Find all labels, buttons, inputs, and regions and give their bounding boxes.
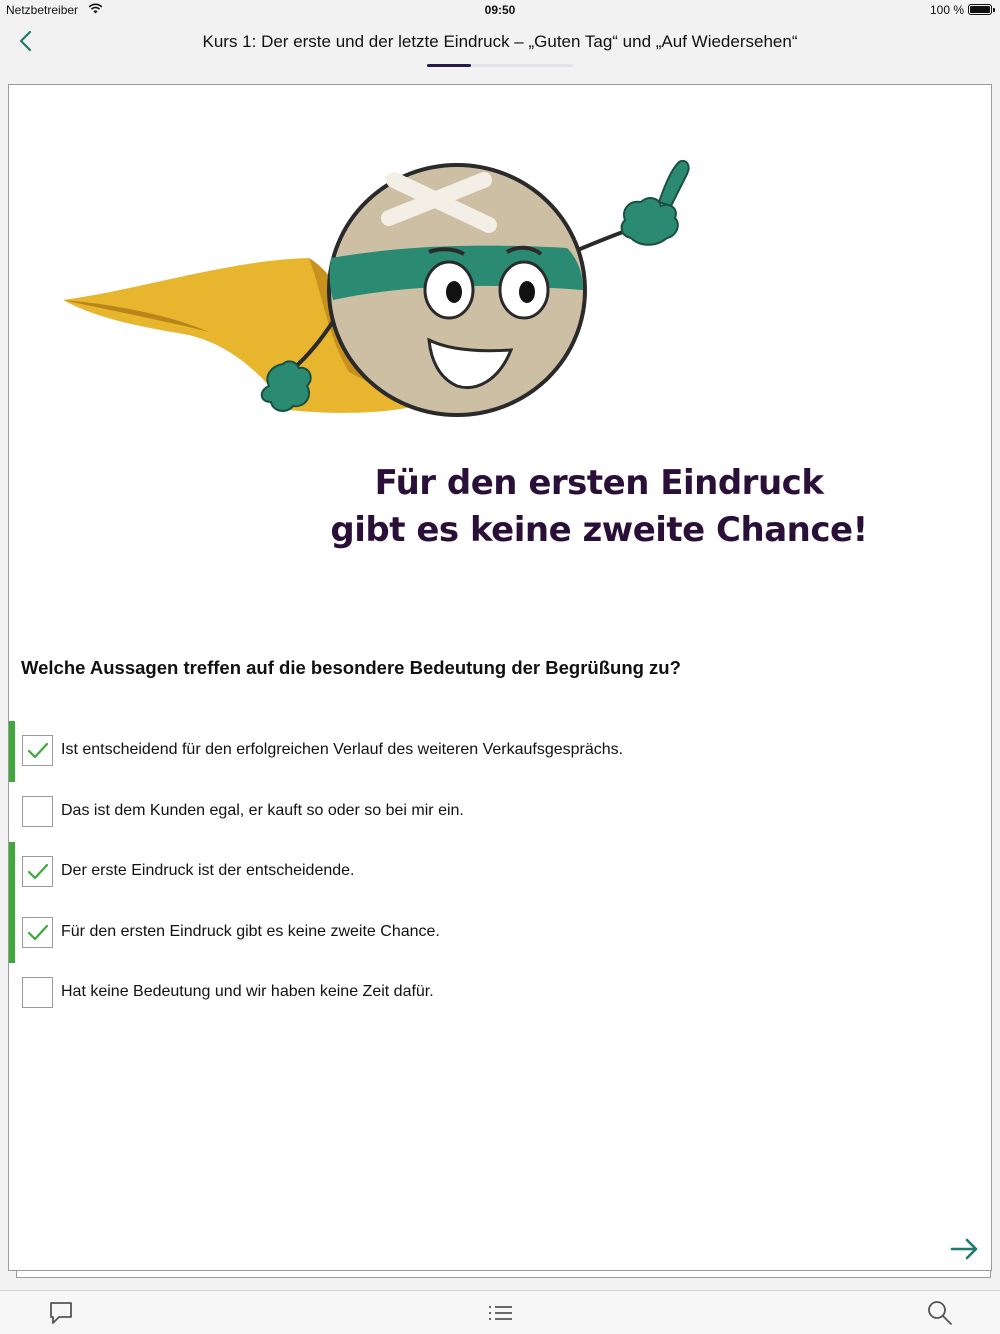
- answer-label: Für den ersten Eindruck gibt es keine zweite Chance.: [61, 922, 440, 940]
- contents-list-button[interactable]: [486, 1299, 514, 1327]
- selected-marker: [9, 842, 15, 903]
- chat-bubble-icon: [47, 1299, 75, 1327]
- navigation-bar: [0, 20, 1000, 80]
- answer-label: Der erste Eindruck ist der entscheidende.: [61, 862, 355, 879]
- chat-button[interactable]: [47, 1299, 75, 1327]
- search-icon: [926, 1299, 954, 1327]
- lesson-card: [8, 84, 992, 1271]
- carrier-label: Netzbetreiber: [6, 3, 79, 17]
- superhero-mascot-image: [59, 140, 819, 470]
- slogan-line-1: Für den ersten Eindruck: [374, 463, 824, 503]
- checkmark-icon: [27, 741, 49, 761]
- answer-option[interactable]: [9, 721, 989, 782]
- list-icon: [486, 1299, 514, 1327]
- clock: 09:50: [484, 3, 516, 17]
- quiz-question: Welche Aussagen treffen auf die besondere Bedeutung der Begrüßung zu?: [21, 657, 681, 678]
- arrow-right-icon: [949, 1235, 981, 1263]
- selected-marker: [9, 721, 15, 782]
- answer-checkbox[interactable]: [22, 796, 53, 827]
- answer-label: Ist entscheidend für den erfolgreichen Verlauf des weiteren Verkaufsgesprächs.: [61, 741, 624, 758]
- bottom-toolbar: [0, 1290, 1000, 1334]
- battery-icon: [968, 4, 992, 15]
- status-bar: [0, 0, 1000, 20]
- answer-option[interactable]: [9, 963, 989, 1024]
- answer-checkbox[interactable]: [22, 856, 53, 887]
- answer-option[interactable]: [9, 903, 989, 964]
- answer-option[interactable]: [9, 782, 989, 843]
- mascot-illustration: [59, 140, 868, 610]
- answer-label: Das ist dem Kunden egal, er kauft so oder so bei mir ein.: [61, 801, 464, 819]
- answer-label: Hat keine Bedeutung und wir haben keine Zeit dafür.: [61, 983, 434, 1000]
- checkmark-icon: [27, 862, 49, 882]
- answer-checkbox[interactable]: [22, 735, 53, 766]
- answer-option[interactable]: [9, 842, 989, 903]
- selected-marker: [9, 903, 15, 964]
- answer-checkbox[interactable]: [22, 977, 53, 1008]
- search-button[interactable]: [926, 1299, 954, 1327]
- next-button[interactable]: [949, 1235, 981, 1263]
- lesson-progress-fill: [427, 64, 471, 67]
- battery-percent: 100 %: [929, 3, 964, 17]
- answer-options-list: [9, 721, 989, 1024]
- slogan: [299, 460, 899, 554]
- lesson-progress-bar: [427, 64, 573, 67]
- slogan-line-2: gibt es keine zweite Chance!: [330, 510, 868, 550]
- checkmark-icon: [27, 923, 49, 943]
- answer-checkbox[interactable]: [22, 917, 53, 948]
- page-title: Kurs 1: Der erste und der letzte Eindruck – „Guten Tag“ und „Auf Wiedersehen“: [202, 32, 798, 51]
